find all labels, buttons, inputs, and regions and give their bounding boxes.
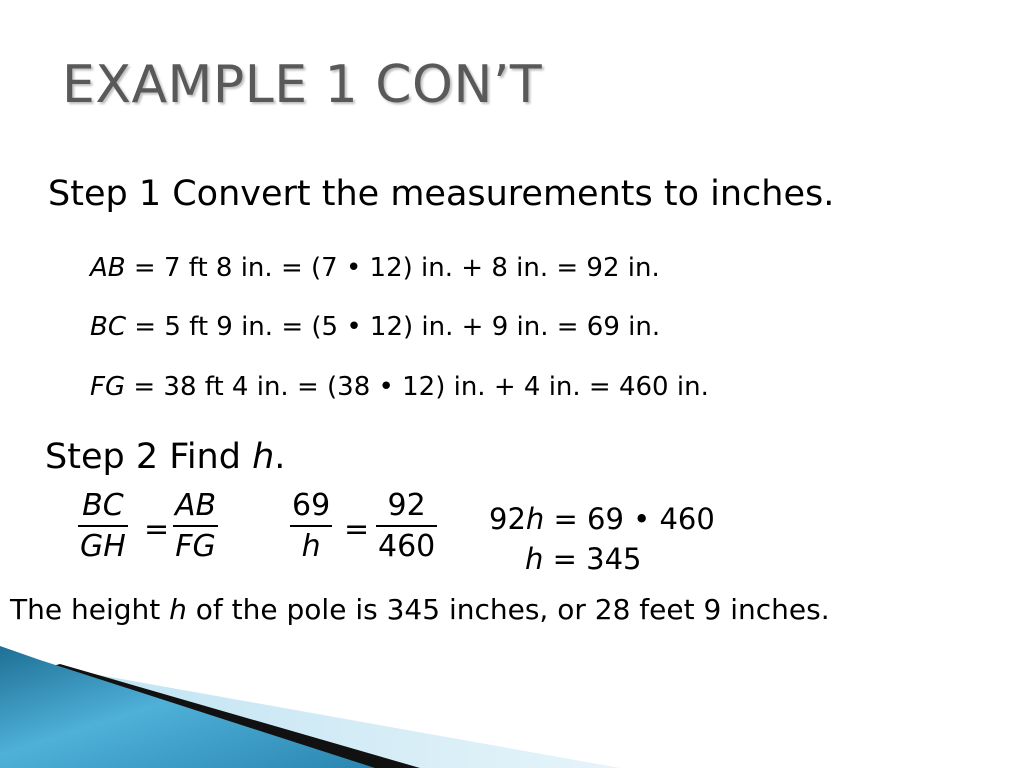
fraction-bar [78,525,128,527]
equation-ab [90,253,660,283]
equation-ab-variable: AB [90,253,126,283]
equation-bc [90,312,660,342]
equals-sign: = [144,512,170,547]
solve-step-1 [489,502,715,536]
step1-text: Convert the measurements to inches. [172,174,835,214]
equals-sign: = [344,512,370,547]
conclusion-before: The height [10,593,170,626]
fraction-bar [173,525,218,527]
solve-step-1-text: = 69 • 460 [544,502,715,536]
fraction-numerator: 92 [387,488,426,523]
fraction-numerator: BC [82,488,124,523]
fraction-denominator: GH [80,529,126,564]
solve-step-2 [525,542,641,576]
fraction-numerator: 69 [292,488,331,523]
equation-fg [90,372,709,402]
equation-fg-variable: FG [90,372,126,402]
fraction-numerator: AB [175,488,217,523]
fraction-bc-over-gh [78,488,128,564]
equation-bc-variable: BC [90,312,126,342]
step2-text: Find [169,437,241,477]
solve-step-2-text: = 345 [543,542,642,576]
conclusion-after: of the pole is 345 inches, or 28 feet 9 inches. [186,593,830,626]
fraction-92-over-460 [376,488,437,564]
solve-variable: h [525,542,544,576]
fraction-ab-over-fg [173,488,218,564]
conclusion-text [10,593,830,626]
step2-variable: h [252,437,275,477]
step1-label: Step 1 [48,174,162,214]
fraction-bar [290,525,332,527]
equation-fg-text: = 38 ft 4 in. = (38 • 12) in. + 4 in. = 460 in. [125,372,709,402]
slide-title: EXAMPLE 1 CON’T [62,55,543,115]
conclusion-variable: h [169,593,187,626]
fraction-denominator: 460 [378,529,436,564]
step2-period: . [274,437,286,477]
step2-line [45,437,285,477]
step2-label: Step 2 [45,437,159,477]
equation-bc-text: = 5 ft 9 in. = (5 • 12) in. + 9 in. = 69 in. [126,312,661,342]
fraction-denominator: FG [175,529,216,564]
equation-ab-text: = 7 ft 8 in. = (7 • 12) in. + 8 in. = 92 in. [125,253,660,283]
solve-coefficient: 92 [489,502,526,536]
fraction-denominator: h [301,529,321,564]
fraction-bar [376,525,437,527]
step1-line [48,174,834,214]
fraction-69-over-h [290,488,332,564]
solve-variable: h [525,502,545,536]
